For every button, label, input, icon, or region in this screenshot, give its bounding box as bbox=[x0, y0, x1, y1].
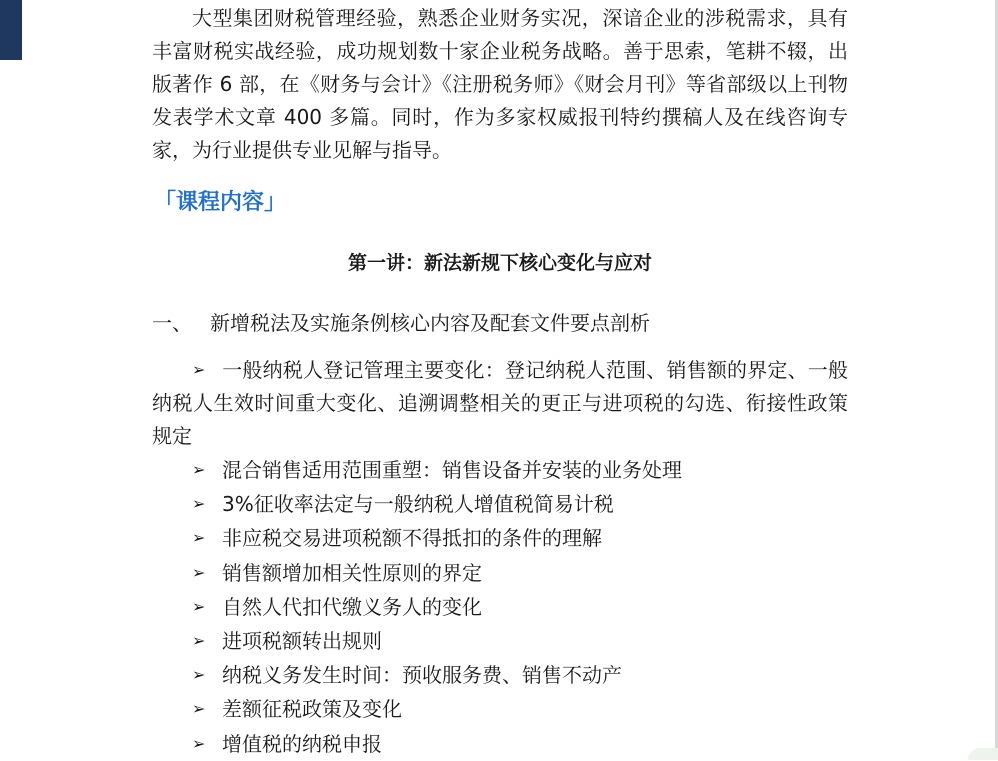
list-item bbox=[192, 453, 682, 487]
list-item-text: 进项税额转出规则 bbox=[222, 629, 382, 654]
level1-text: 新增税法及实施条例核心内容及配套文件要点剖析 bbox=[210, 311, 650, 335]
arrow-bullet-icon: ➢ bbox=[192, 733, 206, 753]
first-bullet-item bbox=[152, 353, 848, 453]
list-item-text: 混合销售适用范围重塑：销售设备并安装的业务处理 bbox=[222, 458, 682, 482]
bullet-list bbox=[192, 453, 682, 761]
list-item bbox=[192, 692, 682, 726]
arrow-bullet-icon: ➢ bbox=[192, 528, 206, 548]
section-heading: 「课程内容」 bbox=[154, 190, 287, 215]
arrow-bullet-icon: ➢ bbox=[192, 665, 206, 685]
list-item-text: 差额征税政策及变化 bbox=[222, 697, 402, 722]
arrow-bullet-icon: ➢ bbox=[192, 699, 206, 719]
list-item-text: 纳税义务发生时间：预收服务费、销售不动产 bbox=[222, 663, 622, 688]
list-item bbox=[192, 556, 682, 590]
list-item bbox=[192, 590, 682, 624]
corner-widget bbox=[968, 748, 998, 760]
list-item bbox=[192, 521, 682, 555]
arrow-bullet-icon: ➢ bbox=[192, 631, 206, 651]
list-item-text: 3%征收率法定与一般纳税人增值税简易计税 bbox=[222, 492, 614, 517]
arrow-bullet-icon: ➢ bbox=[192, 596, 206, 616]
intro-paragraph: 大型集团财税管理经验，熟悉企业财务实况，深谙企业的涉税需求，具有丰富财税实战经验，成功规划数十家企业税务战略。善于思索，笔耕不辍，出版著作 6 部，在《财务与会计》《注册税务师》《财会月刊》等省部级以上刊物发表学术文章 400 多篇。同时，作为多家权威报刊特约撰稿人及在线咨询专家，为行业提供专业见解与指导。 bbox=[152, 6, 848, 162]
arrow-bullet-icon: ➢ bbox=[192, 460, 206, 479]
list-item-text: 增值税的纳税申报 bbox=[222, 731, 382, 756]
list-item-text: 非应税交易进项税额不得抵扣的条件的理解 bbox=[222, 526, 602, 551]
arrow-bullet-icon: ➢ bbox=[192, 562, 206, 582]
list-item bbox=[192, 658, 682, 692]
arrow-bullet-icon: ➢ bbox=[192, 360, 206, 379]
level1-number: 一、 bbox=[152, 311, 192, 335]
page-accent-bar bbox=[0, 0, 22, 60]
arrow-bullet-icon: ➢ bbox=[192, 494, 206, 514]
lecture-title: 第一讲：新法新规下核心变化与应对 bbox=[347, 252, 652, 274]
level1-heading bbox=[152, 308, 650, 338]
list-item bbox=[192, 624, 682, 658]
list-item-text: 销售额增加相关性原则的界定 bbox=[222, 560, 482, 585]
list-item bbox=[192, 727, 682, 761]
list-item-text: 自然人代扣代缴义务人的变化 bbox=[222, 594, 482, 619]
first-bullet-text: 一般纳税人登记管理主要变化：登记纳税人范围、销售额的界定、一般纳税人生效时间重大变化、追溯调整相关的更正与进项税的勾选、衔接性政策规定 bbox=[152, 358, 848, 448]
list-item bbox=[192, 487, 682, 521]
